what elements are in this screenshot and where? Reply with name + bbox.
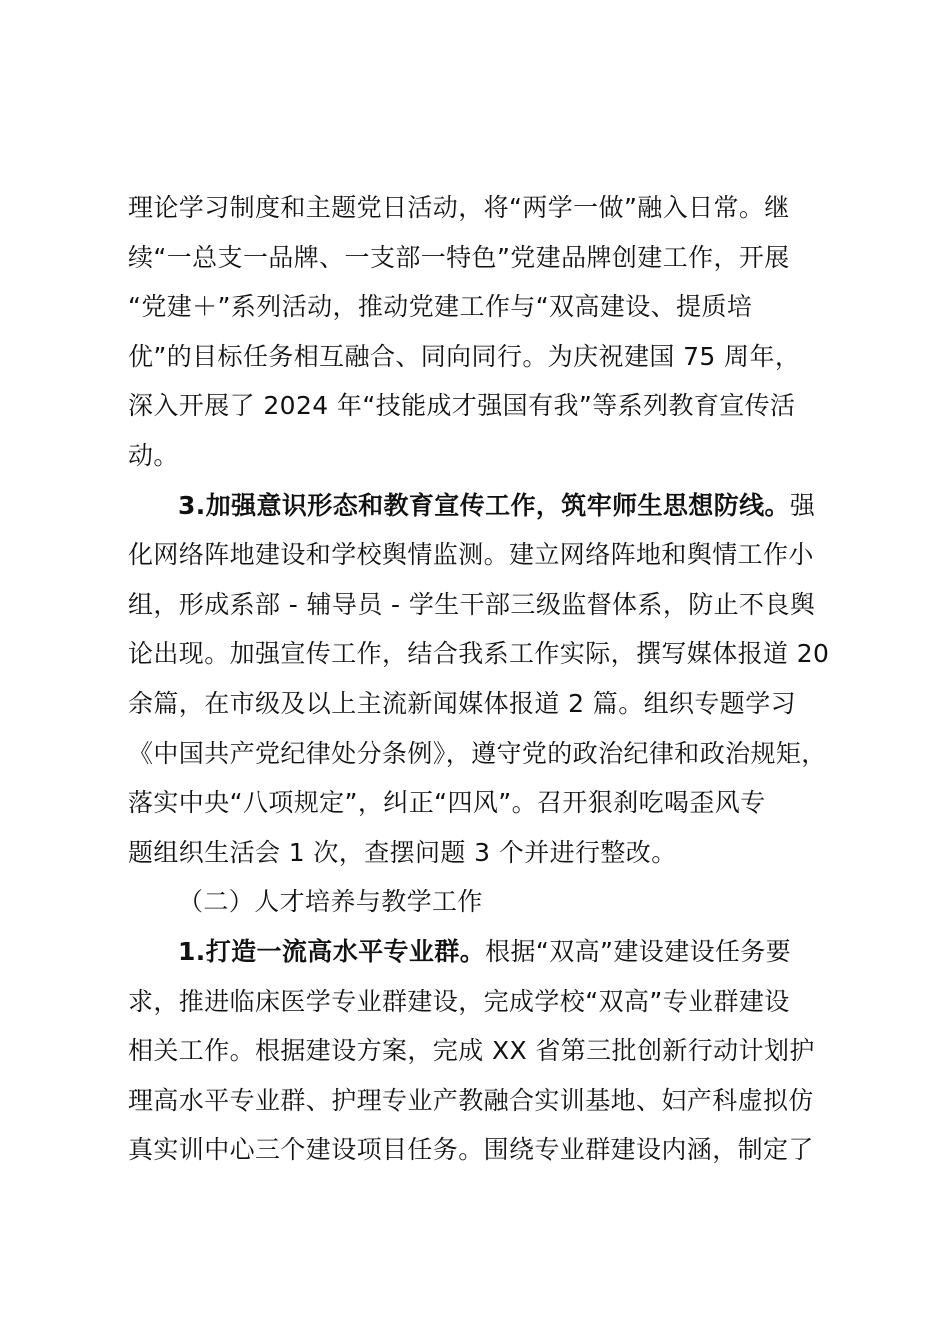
body-text: 真实训中心三个建设项目任务。围绕专业群建设内涵，制定了	[128, 1135, 814, 1165]
document-page	[128, 183, 838, 1175]
text-line	[128, 1076, 838, 1126]
body-text: 理论学习制度和主题党日活动，将“两学一做”融入日常。继	[128, 193, 790, 222]
body-text: “党建＋”系列活动，推动党建工作与“双高建设、提质培	[128, 292, 753, 322]
body-text: 理高水平专业群、护理专业产教融合实训基地、妇产科虚拟仿	[128, 1085, 814, 1115]
body-text: 余篇，在市级及以上主流新闻媒体报道 2 篇。组织专题学习	[128, 688, 797, 718]
text-line	[128, 580, 838, 630]
text-line	[128, 233, 838, 283]
section-heading-text: 1.打造一流高水平专业群。	[178, 936, 486, 966]
text-line	[128, 679, 838, 729]
body-text: 根据“双高”建设建设任务要	[485, 936, 792, 966]
body-text: 《中国共产党纪律处分条例》，遵守党的政治纪律和政治规矩，	[128, 738, 827, 768]
body-text: （二）人才培养与教学工作	[178, 887, 483, 917]
text-line	[128, 183, 838, 233]
body-text: 求，推进临床医学专业群建设，完成学校“双高”专业群建设	[128, 986, 790, 1016]
body-text: 论出现。加强宣传工作，结合我系工作实际，撰写媒体报道 20	[128, 639, 830, 669]
text-line	[128, 729, 838, 779]
text-line	[128, 1125, 838, 1175]
text-line	[128, 431, 838, 481]
section-heading-text: 3.加强意识形态和教育宣传工作，筑牢师生思想防线。	[178, 490, 790, 520]
text-line	[128, 1026, 838, 1076]
text-line	[128, 381, 838, 431]
text-line	[128, 530, 838, 580]
body-text: 强	[789, 490, 816, 520]
body-text: 相关工作。根据建设方案，完成 XX 省第三批创新行动计划护	[128, 1036, 815, 1066]
text-line	[128, 332, 838, 382]
text-line	[128, 629, 838, 679]
text-line	[128, 778, 838, 828]
text-line	[128, 927, 838, 977]
text-line	[128, 877, 838, 927]
body-text: 组，形成系部 - 辅导员 - 学生干部三级监督体系，防止不良舆	[128, 589, 816, 619]
text-line	[128, 481, 838, 531]
body-text: 化网络阵地建设和学校舆情监测。建立网络阵地和舆情工作小	[128, 540, 814, 570]
body-text: 动。	[128, 440, 179, 470]
text-line	[128, 282, 838, 332]
text-line	[128, 977, 838, 1027]
body-text: 题组织生活会 1 次，查摆问题 3 个并进行整改。	[128, 837, 677, 867]
body-text: 续“一总支一品牌、一支部一特色”党建品牌创建工作，开展	[128, 242, 790, 272]
body-text: 深入开展了 2024 年“技能成才强国有我”等系列教育宣传活	[128, 391, 796, 421]
body-text: 落实中央“八项规定”，纠正“四风”。召开狠刹吃喝歪风专	[128, 788, 766, 818]
body-text: 优”的目标任务相互融合、同向同行。为庆祝建国 75 周年，	[128, 341, 801, 371]
text-line	[128, 828, 838, 878]
